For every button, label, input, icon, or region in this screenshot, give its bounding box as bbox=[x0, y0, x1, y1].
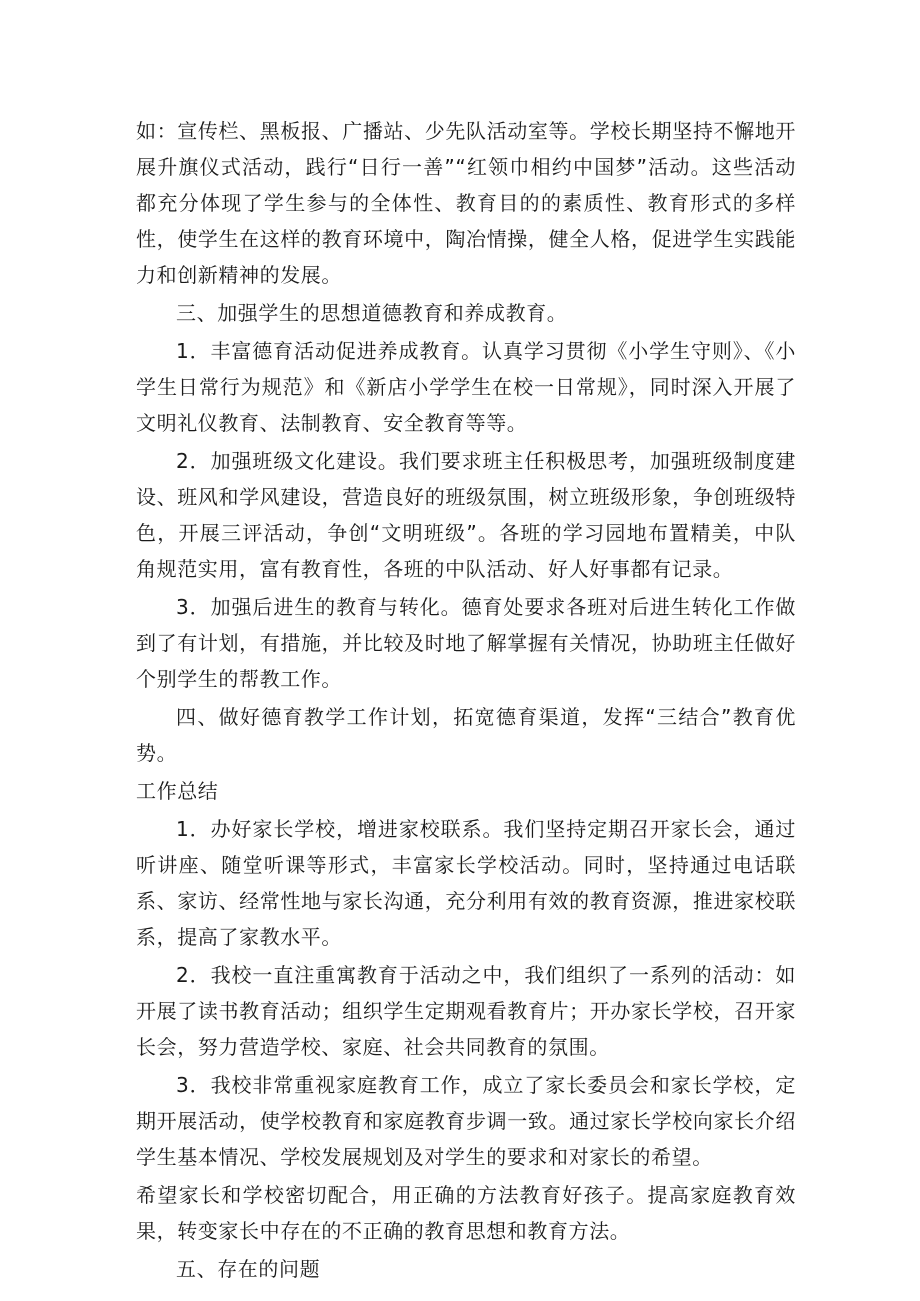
section-heading-4: 四、做好德育教学工作计划，拓宽德育渠道，发挥“三结合”教育优势。 bbox=[136, 705, 796, 765]
paragraph-4-2: 2．我校一直注重寓教育于活动之中，我们组织了一系列的活动：如开展了读书教育活动；组织学生定期观看教育片；开办家长学校，召开家长会，努力营造学校、家庭、社会共同教育的氛围。 bbox=[136, 963, 796, 1059]
paragraph-4-1: 1．办好家长学校，增进家校联系。我们坚持定期召开家长会，通过听讲座、随堂听课等形式，丰富家长学校活动。同时，坚持通过电话联系、家访、经常性地与家长沟通，充分利用有效的教育资源，推进家校联系，提高了家教水平。 bbox=[136, 817, 796, 949]
paragraph-hope: 希望家长和学校密切配合，用正确的方法教育好孩子。提高家庭教育效果，转变家长中存在的不正确的教育思想和教育方法。 bbox=[136, 1183, 796, 1243]
paragraph-3-2: 2．加强班级文化建设。我们要求班主任积极思考，加强班级制度建设、班风和学风建设，营造良好的班级氛围，树立班级形象，争创班级特色，开展三评活动，争创“文明班级”。各班的学习园地布置精美，中队角规范实用，富有教育性，各班的中队活动、好人好事都有记录。 bbox=[136, 449, 796, 581]
paragraph-3-3: 3．加强后进生的教育与转化。德育处要求各班对后进生转化工作做到了有计划，有措施，并比较及时地了解掌握有关情况，协助班主任做好个别学生的帮教工作。 bbox=[136, 595, 796, 691]
paragraph-3-1: 1．丰富德育活动促进养成教育。认真学习贯彻《小学生守则》、《小学生日常行为规范》和《新店小学学生在校一日常规》，同时深入开展了文明礼仪教育、法制教育、安全教育等等。 bbox=[136, 339, 796, 435]
document-body bbox=[136, 113, 796, 1289]
section-heading-5: 五、存在的问题 bbox=[176, 1257, 321, 1281]
section-heading-3: 三、加强学生的思想道德教育和养成教育。 bbox=[176, 301, 568, 325]
work-summary-label: 工作总结 bbox=[136, 779, 219, 803]
paragraph-4-3: 3．我校非常重视家庭教育工作，成立了家长委员会和家长学校，定期开展活动，使学校教育和家庭教育步调一致。通过家长学校向家长介绍学生基本情况、学校发展规划及对学生的要求和对家长的希望。 bbox=[136, 1073, 796, 1169]
paragraph-intro: 如：宣传栏、黑板报、广播站、少先队活动室等。学校长期坚持不懈地开展升旗仪式活动，践行“日行一善”“红领巾相约中国梦”活动。这些活动都充分体现了学生参与的全体性、教育目的的素质性、教育形式的多样性，使学生在这样的教育环境中，陶冶情操，健全人格，促进学生实践能力和创新精神的发展。 bbox=[136, 119, 796, 287]
